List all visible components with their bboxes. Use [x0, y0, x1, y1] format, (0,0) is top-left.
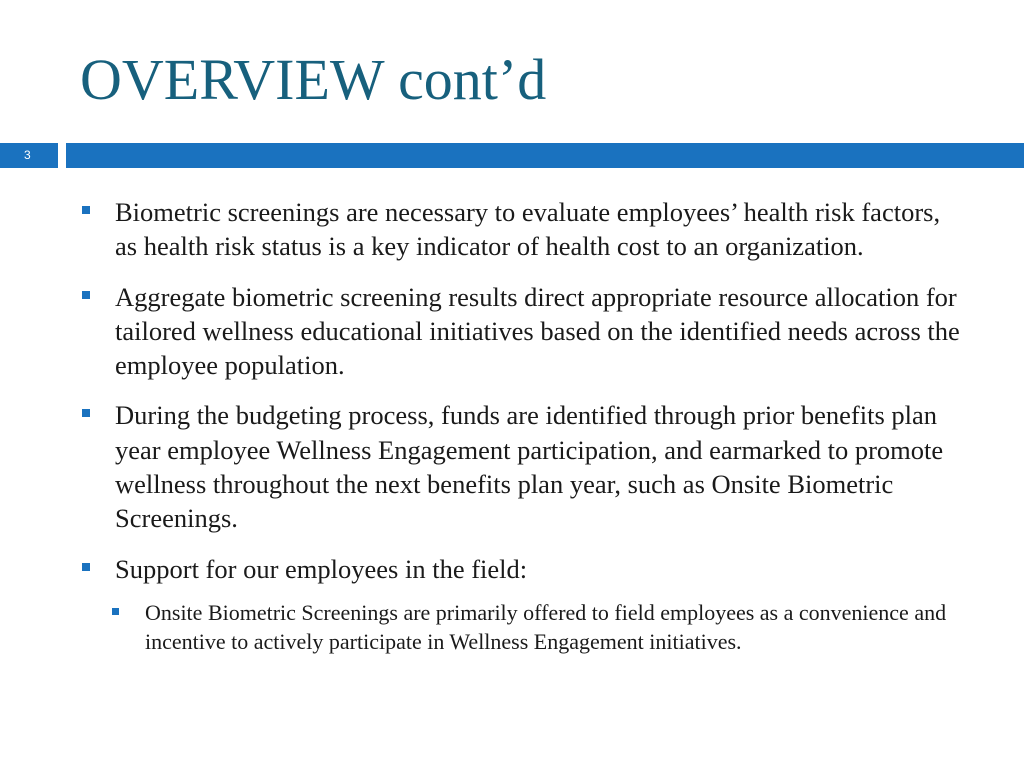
square-sub-bullet-icon — [112, 608, 119, 615]
header-divider-bar — [66, 143, 1024, 168]
sub-bullet-item — [112, 598, 960, 656]
bullet-item — [80, 280, 960, 383]
square-bullet-icon — [82, 291, 90, 299]
bullet-text: During the budgeting process, funds are identified through prior benefits plan year employee Wellness Engagement participation, and earmarked to promote wellness throughout the next benefits plan year, such as Onsite Biometric Screenings. — [115, 400, 944, 534]
square-bullet-icon — [82, 563, 90, 571]
slide-title: OVERVIEW cont’d — [80, 47, 547, 112]
square-bullet-icon — [82, 206, 90, 214]
bullet-text: Biometric screenings are necessary to evaluate employees’ health risk factors, as health risk status is a key indicator of health cost to an organization. — [115, 197, 941, 262]
square-bullet-icon — [82, 409, 90, 417]
bullet-text: Support for our employees in the field: — [115, 553, 528, 584]
bullet-item — [80, 195, 960, 264]
slide-body — [80, 195, 960, 656]
sub-bullet-text: Onsite Biometric Screenings are primarily offered to field employees as a convenience and incentive to actively participate in Wellness Engagement initiatives. — [145, 599, 947, 654]
bullet-text: Aggregate biometric screening results direct appropriate resource allocation for tailored wellness educational initiatives based on the identified needs across the employee population. — [115, 281, 960, 381]
bullet-item — [80, 552, 960, 586]
bullet-item — [80, 398, 960, 535]
slide-number: 3 — [0, 143, 58, 168]
